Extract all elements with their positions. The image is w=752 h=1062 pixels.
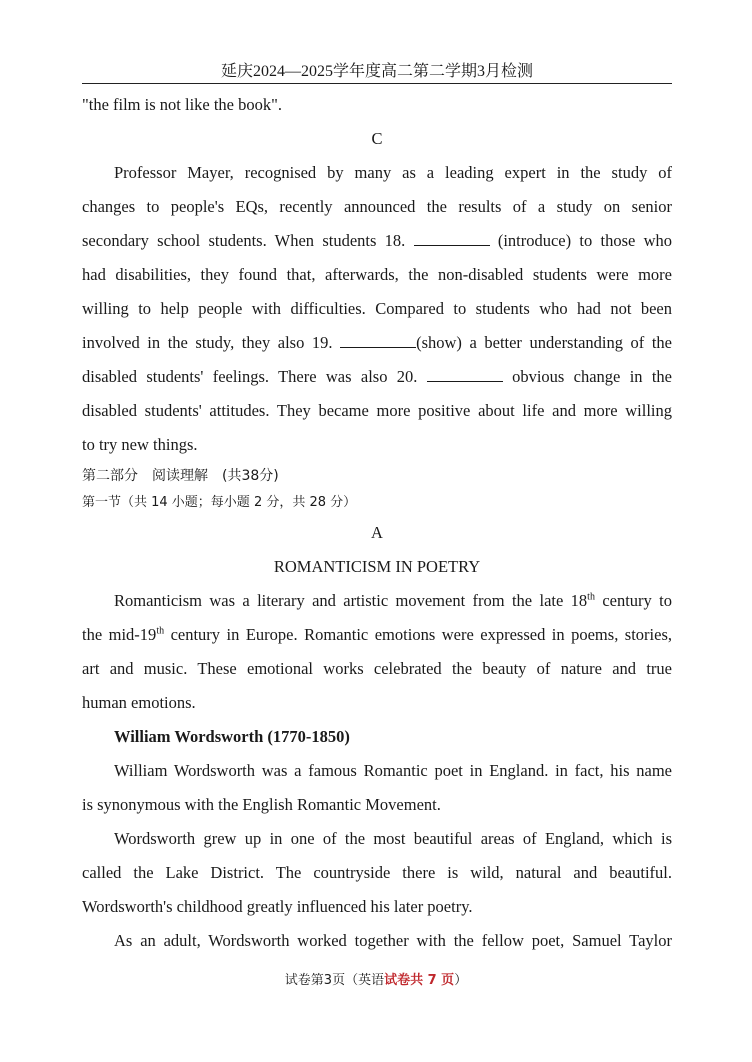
page-content	[82, 88, 672, 958]
passage-c-text: (show) a better understanding of the	[416, 333, 672, 352]
passage-c-line: willing to help people with difficulties. Compared to students who had not been	[82, 299, 672, 318]
passage-c-line	[82, 326, 672, 360]
page-header: 延庆2024—2025学年度高二第二学期3月检测	[220, 63, 533, 80]
passage-c-line: to try new things.	[82, 435, 198, 454]
passage-a-line: Wordsworth's childhood greatly influenced his later poetry.	[82, 897, 473, 916]
passage-c-line	[82, 224, 672, 258]
header-rule	[82, 83, 672, 84]
passage-a-title: ROMANTICISM IN POETRY	[273, 557, 481, 576]
page-footer	[0, 972, 752, 990]
passage-c-label: C	[371, 129, 383, 148]
answer-blank-20[interactable]	[427, 367, 503, 382]
passage-a-text: century to	[594, 591, 672, 610]
passage-a-text: the mid-19	[82, 625, 157, 644]
passage-a-line: is synonymous with the English Romantic Movement.	[82, 795, 441, 814]
superscript: th	[156, 625, 165, 637]
superscript: th	[587, 591, 595, 603]
footer-page-number: 试卷第3页（英语	[284, 973, 385, 988]
passage-c-line	[82, 360, 672, 394]
passage-a-line: called the Lake District. The countryside there is wild, natural and beautiful.	[82, 863, 672, 882]
passage-a-text: century in Europe. Romantic emotions were expressed in poems, stories,	[164, 625, 673, 644]
passage-a-text: Romanticism was a literary and artistic movement from the late 18	[114, 591, 588, 610]
passage-a-line: Wordsworth grew up in one of the most beautiful areas of England, which is	[114, 829, 672, 848]
passage-c-line: disabled students' attitudes. They became more positive about life and more willing	[82, 401, 672, 420]
passage-c-line: had disabilities, they found that, afterwards, the non-disabled students were more	[82, 265, 672, 284]
passage-a-label: A	[371, 523, 383, 542]
answer-blank-18[interactable]	[414, 231, 490, 246]
footer-total-pages: 试卷共 7 页	[384, 973, 455, 988]
poet-subheading: William Wordsworth (1770-1850)	[114, 727, 350, 746]
passage-a-line: William Wordsworth was a famous Romantic poet in England. in fact, his name	[114, 761, 672, 780]
passage-c-text: obvious change in the	[512, 367, 673, 386]
passage-c-text: secondary school students. When students 18.	[82, 231, 406, 250]
passage-c-text: disabled students' feelings. There was also 20.	[82, 367, 418, 386]
part2-title: 第二部分 阅读理解 (共38分)	[82, 468, 279, 484]
passage-a-line: art and music. These emotional works celebrated the beauty of nature and true	[82, 659, 672, 678]
passage-a-line	[82, 584, 672, 618]
passage-a-line	[82, 618, 672, 652]
passage-b-ending: "the film is not like the book".	[82, 95, 282, 114]
passage-c-line: Professor Mayer, recognised by many as a leading expert in the study of	[114, 163, 672, 182]
passage-a-line: human emotions.	[82, 693, 196, 712]
passage-c-text: involved in the study, they also 19.	[82, 333, 333, 352]
answer-blank-19[interactable]	[340, 333, 416, 348]
passage-a-line: As an adult, Wordsworth worked together with the fellow poet, Samuel Taylor	[114, 931, 672, 950]
footer-close: ）	[454, 973, 468, 988]
passage-c-line: changes to people's EQs, recently announced the results of a study on senior	[82, 197, 672, 216]
section1-instructions: 第一节（共 14 小题；每小题 2 分，共 28 分）	[82, 495, 357, 510]
passage-c-text: (introduce) to those who	[497, 231, 672, 250]
